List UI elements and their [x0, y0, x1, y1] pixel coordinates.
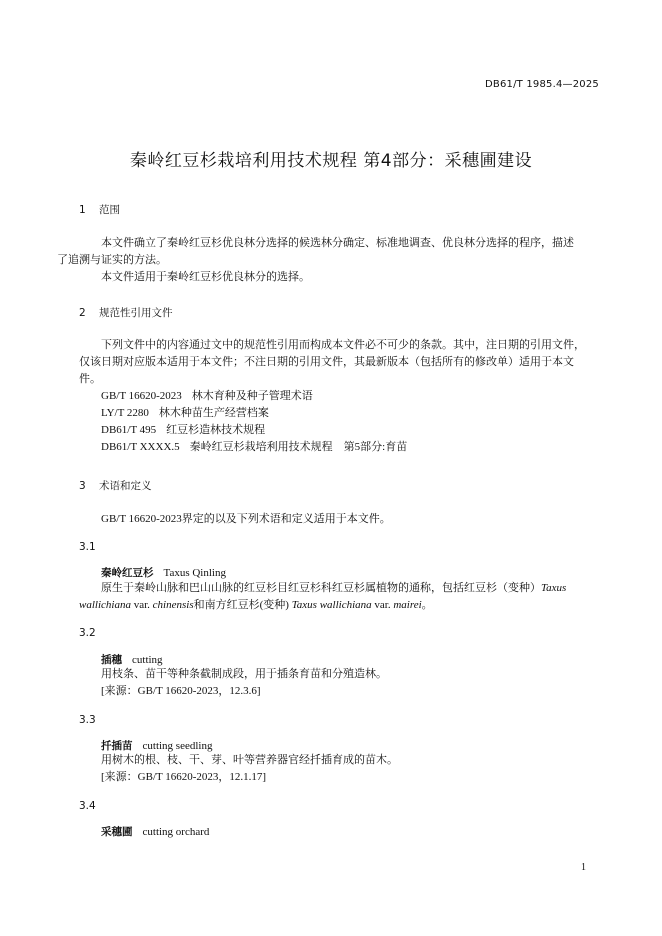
section-title: 术语和定义	[99, 480, 152, 492]
species-name: Taxus wallichiana	[291, 599, 372, 611]
definition-line: 用树木的根、枝、干、芽、叶等营养器官经扦插育成的苗木。	[101, 754, 398, 766]
reference-title: 林木种苗生产经营档案	[158, 407, 269, 419]
term-source: [来源：GB/T 16620-2023，12.3.6]	[101, 685, 261, 697]
section-3-intro: GB/T 16620-2023界定的以及下列术语和定义适用于本文件。	[101, 513, 391, 525]
paragraph-line: 本文件确立了秦岭红豆杉优良林分选择的候选林分确定、标准地调查、优良林分选择的程序，描述	[101, 237, 574, 249]
term-number: 3.2	[79, 627, 96, 639]
page-number: 1	[581, 862, 586, 873]
definition-text: 和南方红豆杉(变种)	[193, 599, 292, 611]
paragraph-line: 下列文件中的内容通过文中的规范性引用而构成本文件必不可少的条款。其中，注日期的引用文件，	[101, 339, 585, 351]
term-english: Taxus Qinling	[163, 567, 226, 579]
definition-text: var.	[371, 599, 394, 611]
term-number: 3.1	[79, 541, 96, 553]
definition-line: 用枝条、苗干等种条截制成段，用于插条育苗和分殖造林。	[101, 668, 387, 680]
term-source: [来源：GB/T 16620-2023，12.1.17]	[101, 771, 267, 783]
section-number: 3	[79, 480, 86, 492]
reference-title: 林木育种及种子管理术语	[191, 390, 313, 402]
paragraph-line: 了追溯与证实的方法。	[57, 254, 167, 266]
section-number: 2	[79, 307, 86, 319]
term-definition	[79, 580, 601, 614]
reference-title: 红豆杉造林技术规程	[166, 424, 266, 436]
section-2-intro	[79, 337, 601, 388]
reference-title: 秦岭红豆杉栽培利用技术规程 第5部分:育苗	[189, 441, 408, 453]
term-english: cutting orchard	[142, 826, 210, 838]
term-entry	[101, 824, 209, 839]
definition-text: var.	[130, 599, 153, 611]
reference-code: DB61/T 495	[101, 424, 157, 436]
section-2-heading	[79, 305, 173, 320]
definition-text: 。	[421, 599, 433, 611]
term-number: 3.4	[79, 800, 96, 812]
reference-code: GB/T 16620-2023	[101, 390, 182, 402]
term-entry	[101, 652, 163, 667]
document-title: 秦岭红豆杉栽培利用技术规程 第4部分：采穗圃建设	[129, 151, 533, 171]
term-definition	[101, 752, 601, 786]
section-1-heading	[79, 202, 120, 217]
section-title: 范围	[99, 204, 120, 216]
normative-references-list	[101, 388, 601, 456]
section-1-paragraph-2: 本文件适用于秦岭红豆杉优良林分的选择。	[101, 271, 310, 283]
term-english: cutting seedling	[142, 740, 213, 752]
definition-line	[79, 580, 601, 597]
term-english: cutting	[132, 654, 163, 666]
reference-item	[101, 439, 601, 456]
document-number: DB61/T 1985.4—2025	[485, 79, 599, 90]
term-entry	[101, 565, 226, 580]
reference-item	[101, 388, 601, 405]
paragraph-line: 仅该日期对应版本适用于本文件；不注日期的引用文件，其最新版本（包括所有的修改单）适用于本文	[79, 356, 574, 368]
term-chinese: 秦岭红豆杉	[101, 567, 154, 579]
section-1-paragraph-1	[57, 235, 601, 269]
term-definition	[101, 666, 601, 700]
species-name: wallichiana	[79, 599, 131, 611]
section-number: 1	[79, 204, 86, 216]
reference-code: DB61/T XXXX.5	[101, 441, 180, 453]
paragraph-line: 件。	[79, 373, 101, 385]
reference-item	[101, 405, 601, 422]
reference-item	[101, 422, 601, 439]
term-entry	[101, 738, 212, 753]
term-chinese: 插穗	[101, 654, 122, 666]
species-name: Taxus	[541, 582, 567, 594]
term-chinese: 采穗圃	[101, 826, 133, 838]
reference-code: LY/T 2280	[101, 407, 149, 419]
definition-text: 原生于秦岭山脉和巴山山脉的红豆杉目红豆杉科红豆杉属植物的通称，包括红豆杉（变种）	[101, 582, 541, 594]
section-3-heading	[79, 478, 152, 493]
section-title: 规范性引用文件	[99, 307, 173, 319]
species-name: chinensis	[152, 599, 194, 611]
definition-line	[79, 597, 601, 614]
term-chinese: 扦插苗	[101, 740, 133, 752]
species-name: mairei	[393, 599, 422, 611]
term-number: 3.3	[79, 714, 96, 726]
